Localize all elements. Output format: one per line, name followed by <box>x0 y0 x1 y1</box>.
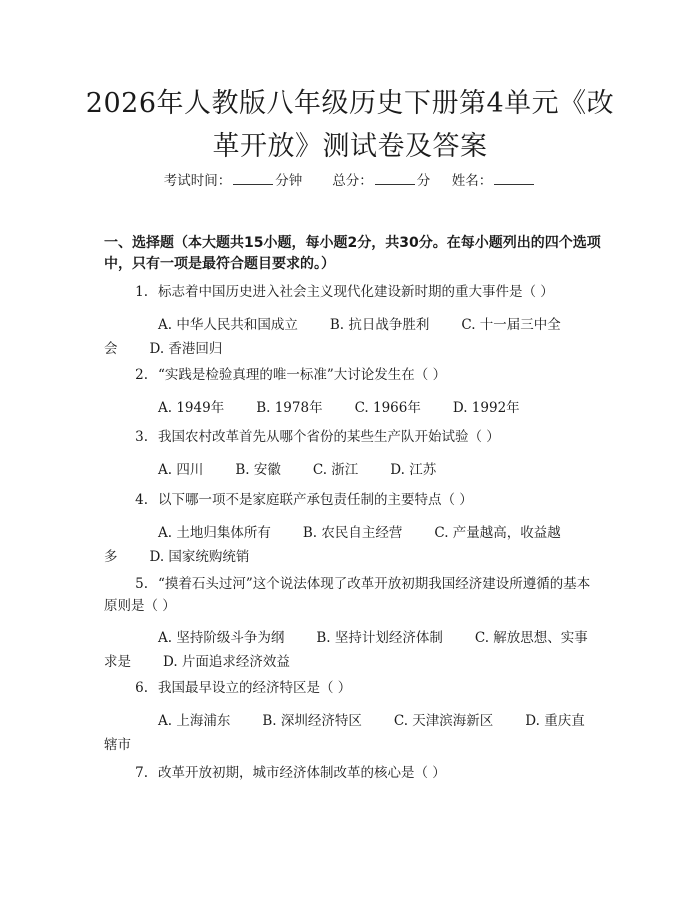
option-b: B. 深圳经济特区 <box>262 713 362 729</box>
option-a: A. 土地归集体所有 <box>158 525 271 541</box>
option-d: D. 国家统购统销 <box>149 549 250 565</box>
question-2 <box>104 364 600 386</box>
question-number: 7. <box>135 765 148 781</box>
option-d: D. 江苏 <box>390 462 437 478</box>
option-c: C. 产量越高，收益越多 <box>104 525 561 565</box>
score-label: 总分： <box>332 173 373 189</box>
question-1-options <box>104 313 594 361</box>
option-c: C. 浙江 <box>312 462 359 478</box>
question-6-options <box>104 709 594 757</box>
option-a: A. 1949年 <box>158 400 225 416</box>
title-line-1: 2026年人教版八年级历史下册第4单元《改 <box>85 88 615 119</box>
question-text: 以下哪一项不是家庭联产承包责任制的主要特点（ ） <box>158 492 473 508</box>
question-5-options <box>104 626 594 674</box>
time-blank <box>233 172 273 185</box>
option-b: B. 坚持计划经济体制 <box>316 630 443 646</box>
option-d: D. 片面追求经济效益 <box>163 654 290 670</box>
option-b: B. 农民自主经营 <box>302 525 403 541</box>
question-number: 1. <box>135 284 148 300</box>
question-text: 我国农村改革首先从哪个省份的某些生产队开始试验（ ） <box>158 429 500 445</box>
time-label: 考试时间： <box>163 173 232 189</box>
score-unit: 分 <box>416 173 431 189</box>
question-4 <box>104 489 600 511</box>
question-number: 5. <box>135 576 148 592</box>
question-text: “实践是检验真理的唯一标准”大讨论发生在（ ） <box>158 367 447 383</box>
question-text: 我国最早设立的经济特区是（ ） <box>158 680 352 696</box>
time-unit: 分钟 <box>275 173 303 189</box>
question-text: 标志着中国历史进入社会主义现代化建设新时期的重大事件是（ ） <box>158 284 554 300</box>
option-c: C. 1966年 <box>354 400 421 416</box>
exam-meta <box>0 169 700 189</box>
option-d: D. 香港回归 <box>149 341 223 357</box>
question-3 <box>104 426 600 448</box>
option-b: B. 抗日战争胜利 <box>329 317 430 333</box>
section-heading: 一、选择题（本大题共15小题，每小题2分，共30分。在每小题列出的四个选项中，只有一项是最符合题目要求的。） <box>104 235 601 272</box>
option-d: D. 1992年 <box>452 400 520 416</box>
option-a: A. 坚持阶级斗争为纲 <box>158 630 285 646</box>
option-a: A. 中华人民共和国成立 <box>158 317 298 333</box>
name-blank <box>494 172 534 185</box>
exam-title <box>40 82 660 168</box>
question-number: 6. <box>135 680 148 696</box>
question-number: 2. <box>135 367 148 383</box>
option-c: C. 十一届三中全会 <box>104 317 561 357</box>
option-d: D. 重庆直辖市 <box>104 713 585 753</box>
question-1 <box>104 281 600 303</box>
question-3-options <box>104 458 594 482</box>
question-2-options <box>104 396 594 420</box>
question-7 <box>104 762 600 784</box>
question-text: 改革开放初期，城市经济体制改革的核心是（ ） <box>158 765 446 781</box>
option-c: C. 天津滨海新区 <box>393 713 494 729</box>
question-6 <box>104 677 600 699</box>
question-text: “摸着石头过河”这个说法体现了改革开放初期我国经济建设所遵循的基本原则是（ ） <box>104 576 591 614</box>
option-b: B. 安徽 <box>235 462 281 478</box>
name-label: 姓名： <box>451 173 493 189</box>
question-4-options <box>104 521 594 569</box>
option-c: C. 解放思想、实事求是 <box>104 630 588 670</box>
option-a: A. 四川 <box>158 462 204 478</box>
question-5 <box>104 573 600 617</box>
title-line-2: 革开放》测试卷及答案 <box>212 131 488 162</box>
option-b: B. 1978年 <box>256 400 323 416</box>
score-blank <box>375 172 415 185</box>
question-number: 3. <box>135 429 148 445</box>
option-a: A. 上海浦东 <box>158 713 231 729</box>
question-number: 4. <box>135 492 148 508</box>
